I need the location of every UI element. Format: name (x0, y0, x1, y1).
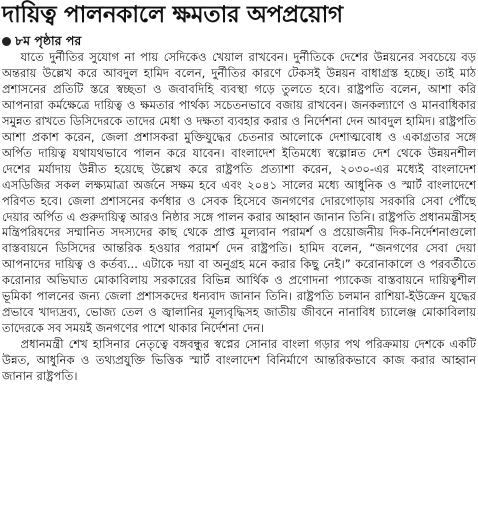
clipping-bottom-edge (0, 508, 478, 516)
article-paragraph-1: যাতে দুর্নীতির সুযোগ না পায় সেদিকেও খেয়াল রাখবেন। দুর্নীতিকে দেশের উন্নয়নের সবচেয়ে বড় অন্তরায় উল্লেখ করে আবদুল হামিদ বলেন, দুর্নীতির কারণে টেকসই উন্নয়ন বাধাগ্রস্ত হচ্ছে। তাই মাঠ প্রশাসনের প্রতিটি স্তরে স্বচ্ছতা ও জবাবদিহি ব্যবস্থা গড়ে তুলতে হবে। রাষ্ট্রপতি বলেন, আশা করি আপনারা কর্মক্ষেত্রে দায়িত্ব ও ক্ষমতার পার্থক্য সচেতনভাবে বজায় রাখবেন। জনকল্যাণে ও মানবাধিকার সমুন্নত রাখতে ডিসিদেরকে তাদের মেধা ও দক্ষতা ব্যবহার করার ও নির্দেশনা দেন আবদুল হামিদ। রাষ্ট্রপতি আশা প্রকাশ করেন, জেলা প্রশাসকরা মুক্তিযুদ্ধের চেতনার আলোকে দেশাত্মবোধ ও একাগ্রতার সঙ্গে অর্পিত দায়িত্ব যথাযথভাবে পালন করে যাবেন। বাংলাদেশ ইতিমধ্যে স্বল্পোন্নত দেশ থেকে উন্নয়নশীল দেশের মর্যাদায় উন্নীত হয়েছে উল্লেখ করে রাষ্ট্রপতি প্রত্যাশা করেন, ২০৩০-এর মধ্যেই বাংলাদেশ এসডিজির সকল লক্ষ্যমাত্রা অর্জনে সক্ষম হবে এবং ২০৪১ সালের মধ্যে আধুনিক ও স্মার্ট বাংলাদেশে পরিণত হবে। জেলা প্রশাসনের কর্ণধার ও সেবক হিসেবে জনগণের দোরগোড়ায় সরকারি সেবা পৌঁছে দেয়ার অর্পিত এ গুরুদায়িত্ব আরও নিষ্ঠার সঙ্গে পালন করার আহ্বান জানান তিনি। রাষ্ট্রপতি প্রধানমন্ত্রীসহ মন্ত্রিপরিষদের সম্মানিত সদস্যদের কাছ থেকে প্রাপ্ত মূল্যবান পরামর্শ ও প্রয়োজনীয় দিক-নির্দেশনাগুলো বাস্তবায়নে ডিসিদের আন্তরিক হওয়ার পরামর্শ দেন রাষ্ট্রপতি। হামিদ বলেন, “জনগণের সেবা দেয়া আপনাদের দায়িত্ব ও কর্তব্য... এটাকে দয়া বা অনুগ্রহ মনে করার কিছু নেই।” করোনাকালে ও পরবর্তীতে করোনার অভিঘাত মোকাবিলায় সরকারের বিভিন্ন আর্থিক ও প্রণোদনা প্যাকেজ বাস্তবায়নে দায়িত্বশীল ভূমিকা পালনের জন্য জেলা প্রশাসকদের ধন্যবাদ জানান তিনি। রাষ্ট্রপতি চলমান রাশিয়া-ইউক্রেন যুদ্ধের প্রভাবে খাদ্যদ্রব্য, ভোজ্য তেল ও জ্বালানির মূল্যবৃদ্ধিসহ জাতীয় জীবনে নানাবিধ চ্যালেঞ্জ মোকাবিলায় তাদেরকে সব সময়ই জনগণের পাশে থাকার নির্দেশনা দেন। (2, 50, 476, 336)
article-body (2, 50, 476, 512)
article-headline: দায়িত্ব পালনকালে ক্ষমতার অপপ্রয়োগ (2, 2, 343, 28)
continuation-line (2, 32, 81, 50)
bullet-icon (2, 37, 11, 46)
article-paragraph-2: প্রধানমন্ত্রী শেখ হাসিনার নেতৃত্বে বঙ্গবন্ধুর স্বপ্নের সোনার বাংলা গড়ার পথ পরিক্রমায় দেশকে একটি উন্নত, আধুনিক ও তথ্যপ্রযুক্তি ভিত্তিক স্মার্ট বাংলাদেশ বিনির্মাণে আন্তরিকভাবে কাজ করার আহ্বান জানান রাষ্ট্রপতি। (2, 337, 476, 384)
continuation-label: ৮ম পৃষ্ঠার পর (15, 33, 82, 48)
